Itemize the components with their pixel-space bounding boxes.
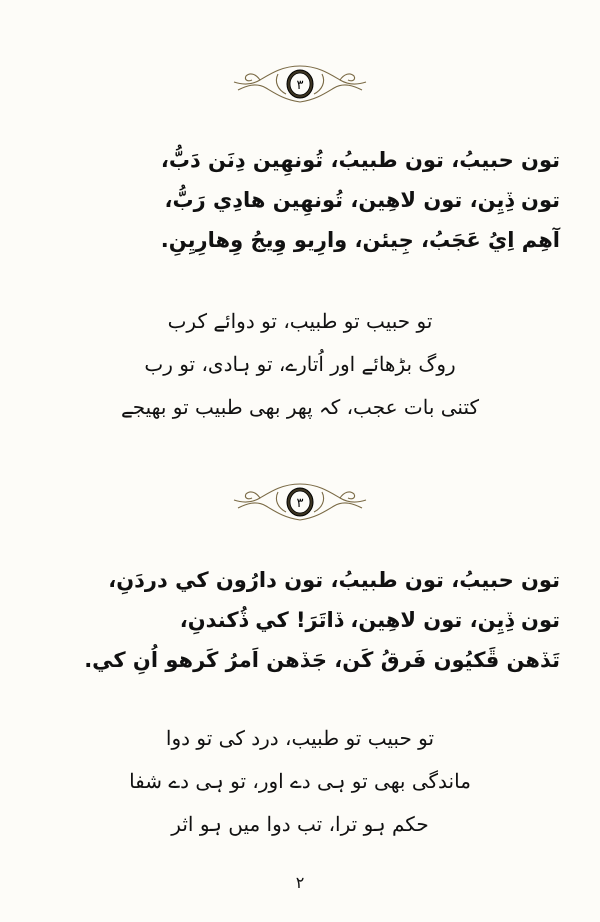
ornament-divider [230,478,370,526]
translation-line: حکم ہو ترا، تب دوا میں ہو اثر [171,812,429,836]
translation-line: تو حبیب تو طبیب، درد کی تو دوا [165,726,435,750]
translation-line: روگ بڑھائے اور اُتارے، تو ہادی، تو رب [144,352,456,376]
verse-line: تون حبيبُ، تون طبيبُ، تُونهِين دِنَن دَبُّ، [160,148,560,172]
page-number: ٢ [295,873,305,892]
translation-line: ماندگی بھی تو ہی دے اور، تو ہی دے شفا [129,769,471,793]
sindhi-stanza-1 [40,140,560,260]
verse-line: آهِم اِيُ عَجَبُ، جِيئن، وارِيو وِيجُ وِهارِيِنِ. [160,228,560,252]
urdu-translation-2 [100,717,500,846]
ornament-divider [230,60,370,108]
ornament-numeral: ٣ [296,78,304,93]
translation-line: تو حبیب تو طبیب، تو دوائے کرب [167,309,433,333]
sindhi-stanza-2 [40,560,560,680]
translation-line: کتنی بات عجب، کہ پھر بھی طبیب تو بھیجے [120,395,480,419]
verse-line: تون ڏِيِن، تون لاهِين، تُونهِين هادِي رَبُّ، [164,188,560,212]
ornament-numeral: ٣ [296,496,304,511]
verse-line: تَڏهن ڦَکيُون فَرقُ کَن، جَڏهن اَمرُ کَرهو اُنِ کي. [84,648,560,672]
verse-line: تون حبيبُ، تون طبيبُ، تون دارُون کي دردَنِ، [108,568,560,592]
urdu-translation-1 [100,300,500,429]
verse-line: تون ڏِيِن، تون لاهِين، ڏاتَرَ! کي ڏُکندنِ، [179,608,560,632]
